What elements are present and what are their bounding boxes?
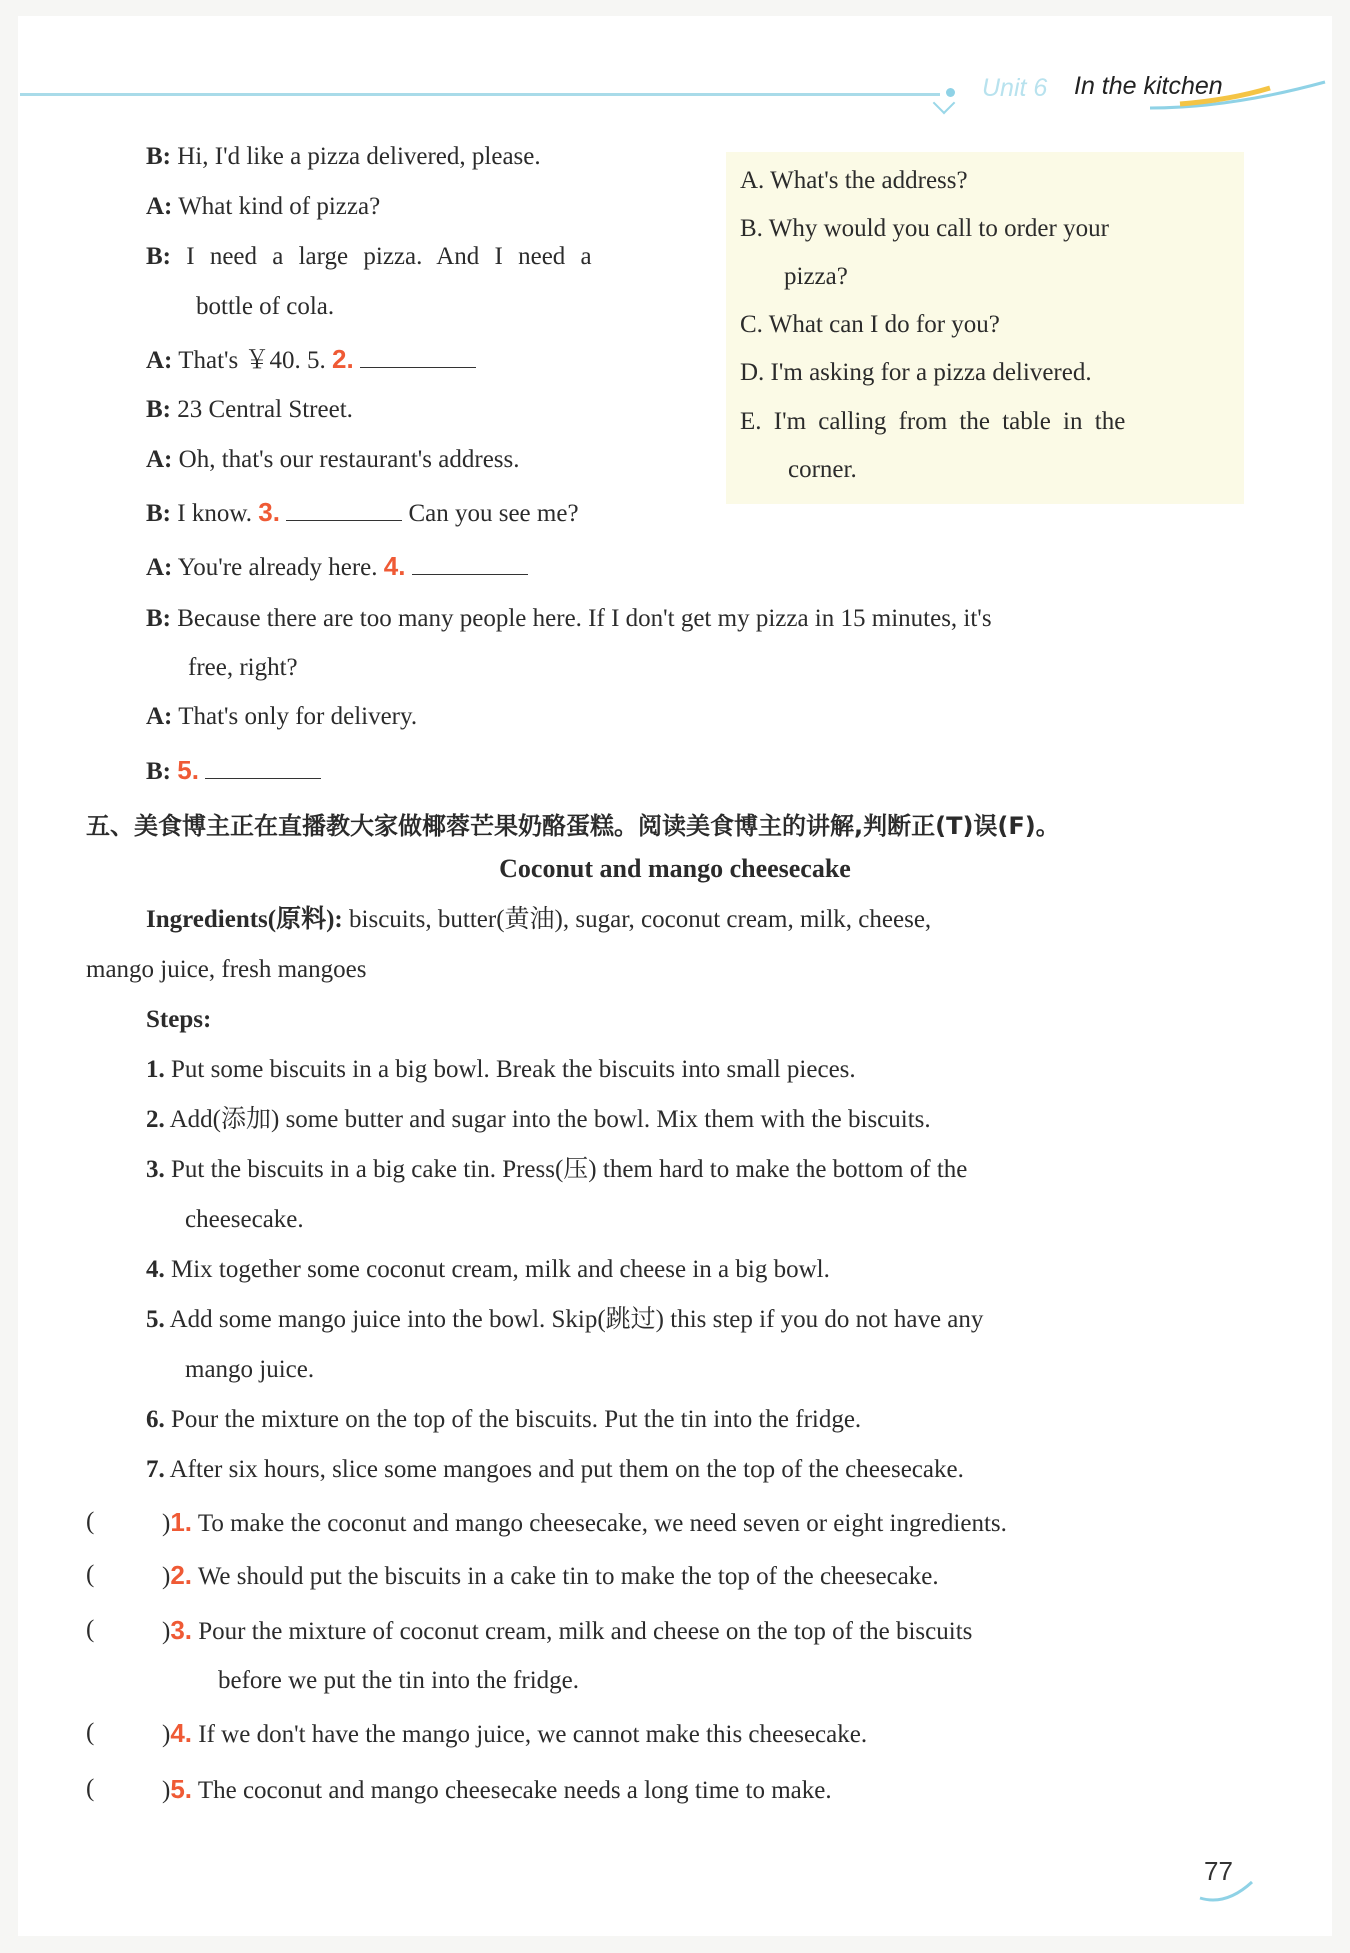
- ingredients-label: Ingredients(原料):: [146, 906, 343, 933]
- step-number: 2.: [146, 1106, 165, 1133]
- step-number: 7.: [146, 1456, 165, 1483]
- question-item: [162, 1718, 867, 1750]
- ingredients-line: mango juice, fresh mangoes: [86, 956, 367, 983]
- question-text: We should put the biscuits in a cake tin to make the top of the cheesecake.: [197, 1563, 939, 1590]
- speaker-label: B:: [146, 758, 171, 785]
- step-number: 3.: [146, 1156, 165, 1183]
- dialogue-text: You're already here.: [177, 554, 378, 581]
- question-item: [162, 1615, 972, 1647]
- step-text: Pour the mixture on the top of the biscuits. Put the tin into the fridge.: [171, 1406, 862, 1433]
- dialogue-line: [146, 755, 321, 787]
- question-number: 5.: [170, 1774, 193, 1804]
- section-heading: 五、美食博主正在直播教大家做椰蓉芒果奶酪蛋糕。阅读美食博主的讲解,判断正(T)误(F)。: [86, 812, 1060, 840]
- question-number: 3.: [170, 1615, 193, 1645]
- answer-paren-close: ): [162, 1563, 171, 1590]
- dialogue-text: What kind of pizza?: [178, 193, 381, 220]
- dialogue-line: [146, 192, 380, 222]
- dialogue-text: I know.: [177, 500, 253, 527]
- options-box: [726, 152, 1244, 504]
- dialogue-line: [146, 604, 992, 634]
- unit-label: Unit 6: [982, 74, 1048, 102]
- dialogue-text: Hi, I'd like a pizza delivered, please.: [177, 143, 541, 170]
- step-item: [146, 1105, 931, 1135]
- speaker-label: A:: [146, 703, 173, 730]
- dialogue-text: Because there are too many people here. If I don't get my pizza in 15 minutes, it's: [177, 605, 992, 632]
- step-text: Mix together some coconut cream, milk and cheese in a big bowl.: [171, 1256, 830, 1283]
- step-item: [146, 1455, 964, 1485]
- answer-paren-close: ): [162, 1777, 171, 1804]
- option-item: B. Why would you call to order your: [740, 215, 1109, 242]
- question-text: before we put the tin into the fridge.: [218, 1667, 579, 1694]
- answer-blank[interactable]: [286, 498, 402, 521]
- step-number: 1.: [146, 1056, 165, 1083]
- question-item: [162, 1560, 939, 1592]
- question-text: Pour the mixture of coconut cream, milk and cheese on the top of the biscuits: [198, 1618, 973, 1645]
- dialogue-line: [146, 242, 592, 272]
- dialogue-line: [146, 344, 476, 376]
- step-text: Put the biscuits in a big cake tin. Press(压) them hard to make the bottom of the: [171, 1156, 968, 1183]
- step-text: mango juice.: [185, 1356, 315, 1383]
- answer-paren-open[interactable]: (: [86, 1775, 95, 1802]
- dialogue-line: [146, 395, 353, 425]
- step-number: 6.: [146, 1406, 165, 1433]
- dialogue-text: I need a large pizza. And I need a: [186, 243, 592, 270]
- step-text: Put some biscuits in a big bowl. Break the biscuits into small pieces.: [171, 1056, 856, 1083]
- swoosh-decoration-icon: [1196, 1876, 1256, 1906]
- step-item: [146, 1405, 861, 1435]
- question-text: The coconut and mango cheesecake needs a long time to make.: [197, 1777, 832, 1804]
- question-item: [162, 1774, 832, 1806]
- dialogue-line: [146, 142, 541, 172]
- answer-blank[interactable]: [205, 756, 321, 779]
- blank-number: 2.: [332, 344, 354, 374]
- dialogue-text: 23 Central Street.: [177, 396, 353, 423]
- speaker-label: A:: [146, 193, 173, 220]
- dialogue-text: free, right?: [188, 654, 298, 681]
- question-text: To make the coconut and mango cheesecake, we need seven or eight ingredients.: [197, 1510, 1007, 1537]
- dialogue-line: [146, 497, 579, 529]
- answer-paren-open[interactable]: (: [86, 1616, 95, 1643]
- answer-blank[interactable]: [412, 552, 528, 575]
- dialogue-text: bottle of cola.: [196, 293, 335, 320]
- step-text: cheesecake.: [185, 1206, 304, 1233]
- question-number: 1.: [170, 1507, 193, 1537]
- question-number: 2.: [170, 1560, 193, 1590]
- speaker-label: A:: [146, 446, 173, 473]
- dot-icon: [946, 88, 955, 97]
- step-text: After six hours, slice some mangoes and put them on the top of the cheesecake.: [169, 1456, 964, 1483]
- dialogue-line: [146, 551, 528, 583]
- answer-paren-open[interactable]: (: [86, 1508, 95, 1535]
- speaker-label: B:: [146, 396, 171, 423]
- answer-paren-close: ): [162, 1721, 171, 1748]
- speaker-label: B:: [146, 143, 171, 170]
- dialogue-text: Oh, that's our restaurant's address.: [178, 446, 520, 473]
- step-item: [146, 1305, 983, 1335]
- blank-number: 5.: [177, 755, 199, 785]
- question-item: [162, 1507, 1007, 1539]
- blank-number: 4.: [383, 551, 406, 581]
- answer-paren-open[interactable]: (: [86, 1719, 95, 1746]
- dialogue-text: That's only for delivery.: [178, 703, 418, 730]
- step-number: 4.: [146, 1256, 165, 1283]
- option-item: D. I'm asking for a pizza delivered.: [740, 359, 1092, 386]
- answer-paren-open[interactable]: (: [86, 1561, 95, 1588]
- question-text: If we don't have the mango juice, we cannot make this cheesecake.: [198, 1721, 868, 1748]
- step-item: [146, 1155, 967, 1185]
- answer-paren-close: ): [162, 1618, 171, 1645]
- dialogue-text: That's ￥40. 5.: [178, 347, 326, 374]
- dialogue-line: [146, 445, 520, 475]
- unit-title: In the kitchen: [1074, 72, 1223, 100]
- option-item: E. I'm calling from the table in the: [740, 408, 1126, 435]
- step-item: [146, 1255, 830, 1285]
- swoosh-decoration-icon: [1140, 78, 1330, 118]
- option-item: A. What's the address?: [740, 167, 968, 194]
- header-rule: [20, 93, 940, 96]
- recipe-title: Coconut and mango cheesecake: [499, 854, 851, 883]
- step-item: [146, 1055, 856, 1085]
- page-number: 77: [1204, 1856, 1233, 1886]
- step-text: Add some mango juice into the bowl. Skip(跳过) this step if you do not have any: [169, 1306, 984, 1333]
- speaker-label: B:: [146, 243, 171, 270]
- speaker-label: A:: [146, 347, 173, 374]
- blank-number: 3.: [258, 497, 280, 527]
- step-text: Add(添加) some butter and sugar into the bowl. Mix them with the biscuits.: [169, 1106, 931, 1133]
- dialogue-line: [188, 653, 298, 683]
- ingredients-line: [146, 905, 931, 935]
- dialogue-line: [196, 292, 334, 322]
- option-item: pizza?: [784, 263, 848, 290]
- speaker-label: A:: [146, 554, 173, 581]
- question-number: 4.: [170, 1718, 193, 1748]
- speaker-label: B:: [146, 500, 171, 527]
- ingredients-text: biscuits, butter(黄油), sugar, coconut cream, milk, cheese,: [349, 906, 932, 933]
- steps-label: Steps:: [146, 1006, 212, 1033]
- speaker-label: B:: [146, 605, 171, 632]
- option-item: corner.: [788, 456, 857, 483]
- option-item: C. What can I do for you?: [740, 311, 1000, 338]
- answer-paren-close: ): [162, 1510, 171, 1537]
- answer-blank[interactable]: [360, 345, 476, 368]
- dialogue-text: Can you see me?: [408, 500, 579, 527]
- step-number: 5.: [146, 1306, 165, 1333]
- dialogue-line: [146, 702, 417, 732]
